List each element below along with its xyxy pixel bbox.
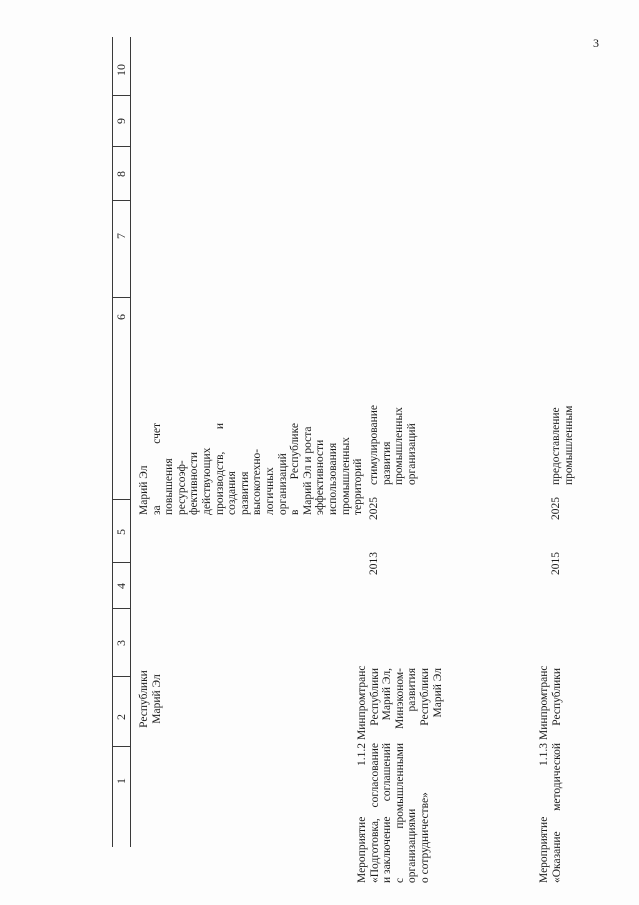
activity-1-1-2-end-year: 2025 bbox=[368, 497, 380, 520]
text-line: организациями bbox=[406, 808, 419, 883]
text-line: использования bbox=[326, 442, 339, 515]
column-separator-1-2 bbox=[112, 746, 130, 747]
text-line: Республики bbox=[550, 668, 563, 726]
text-line: Мероприятие 1.1.3 bbox=[538, 743, 550, 883]
text-line: развития bbox=[238, 471, 251, 515]
text-line: логичных bbox=[263, 467, 276, 515]
text-line: и заключение соглашений bbox=[381, 743, 394, 883]
column-number-7: 7 bbox=[114, 233, 128, 239]
column-separator-9-10 bbox=[112, 95, 130, 96]
column-separator-7-8 bbox=[112, 200, 130, 201]
text-line: ресурсоэф- bbox=[175, 460, 188, 515]
column-number-8: 8 bbox=[114, 171, 128, 177]
text-line: Марий Эл bbox=[150, 674, 163, 724]
text-line: с промышленными bbox=[393, 743, 406, 883]
text-line: повышения bbox=[163, 458, 176, 515]
column-separator-2-3 bbox=[112, 676, 130, 677]
text-line: Минпромтранс bbox=[538, 665, 550, 740]
column-number-row-border bbox=[130, 37, 131, 847]
text-line: Марий Эл bbox=[431, 668, 444, 718]
text-line: действующих bbox=[200, 447, 213, 515]
column-number-6: 6 bbox=[114, 314, 128, 320]
activity-1-1-2-expected-result bbox=[368, 389, 418, 485]
activity-1-1-3-title bbox=[538, 743, 563, 883]
text-line: Марий Эл, bbox=[381, 668, 394, 721]
column-number-10: 10 bbox=[114, 64, 128, 76]
text-line: Республики bbox=[368, 668, 381, 726]
column-number-2: 2 bbox=[114, 714, 128, 720]
activity-1-1-2-responsible bbox=[356, 665, 444, 740]
text-line: промышленных bbox=[393, 407, 406, 485]
continuation-expected-result bbox=[138, 423, 365, 515]
text-line: территорий bbox=[352, 458, 365, 515]
continuation-responsible bbox=[138, 663, 163, 735]
text-line: за счет bbox=[150, 423, 163, 515]
text-line: высокотехно- bbox=[251, 448, 264, 515]
activity-1-1-3-responsible bbox=[538, 665, 563, 740]
column-separator-5-6 bbox=[112, 499, 130, 500]
text-line: организаций bbox=[276, 453, 289, 515]
text-line: развития bbox=[406, 668, 419, 712]
text-line: Республики bbox=[418, 668, 431, 726]
text-line: Минпромтранс bbox=[356, 665, 368, 740]
activity-1-1-3-expected-result bbox=[550, 389, 575, 485]
text-line: «Оказание методической bbox=[550, 743, 563, 883]
column-separator-3-4 bbox=[112, 608, 130, 609]
activity-1-1-2-title bbox=[356, 743, 432, 883]
text-line: эффективности bbox=[314, 439, 327, 515]
text-line: промышленным bbox=[562, 405, 575, 485]
column-number-5: 5 bbox=[114, 529, 128, 535]
text-line: Минэконом- bbox=[393, 668, 406, 730]
column-number-4: 4 bbox=[114, 583, 128, 589]
text-line: Марий Эл и роста bbox=[301, 426, 314, 515]
column-number-3: 3 bbox=[114, 640, 128, 646]
text-line: Марий Эл bbox=[138, 465, 150, 515]
text-line: «Подготовка, согласование bbox=[368, 743, 381, 883]
text-line: фективности bbox=[188, 451, 201, 515]
text-line: Республики bbox=[138, 670, 150, 728]
text-line: о сотрудничестве» bbox=[418, 792, 431, 883]
page-number: 3 bbox=[593, 36, 599, 50]
activity-1-1-2-start-year: 2013 bbox=[368, 552, 380, 575]
text-line: в Республике bbox=[289, 423, 302, 515]
column-separator-8-9 bbox=[112, 146, 130, 147]
column-number-9: 9 bbox=[114, 118, 128, 124]
text-line: промышленных bbox=[339, 437, 352, 515]
text-line: предоставление bbox=[550, 407, 562, 485]
text-line: организаций bbox=[405, 423, 418, 485]
activity-1-1-3-end-year: 2025 bbox=[550, 497, 562, 520]
text-line: развития bbox=[380, 441, 393, 485]
text-line: Мероприятие 1.1.2 bbox=[356, 743, 368, 883]
activity-1-1-3-start-year: 2015 bbox=[550, 552, 562, 575]
column-separator-4-5 bbox=[112, 562, 130, 563]
column-number-1: 1 bbox=[114, 778, 128, 784]
table-top-border bbox=[112, 37, 113, 847]
text-line: стимулирование bbox=[368, 405, 380, 485]
text-line: создания bbox=[226, 471, 239, 515]
text-line: производств, и bbox=[213, 423, 226, 515]
